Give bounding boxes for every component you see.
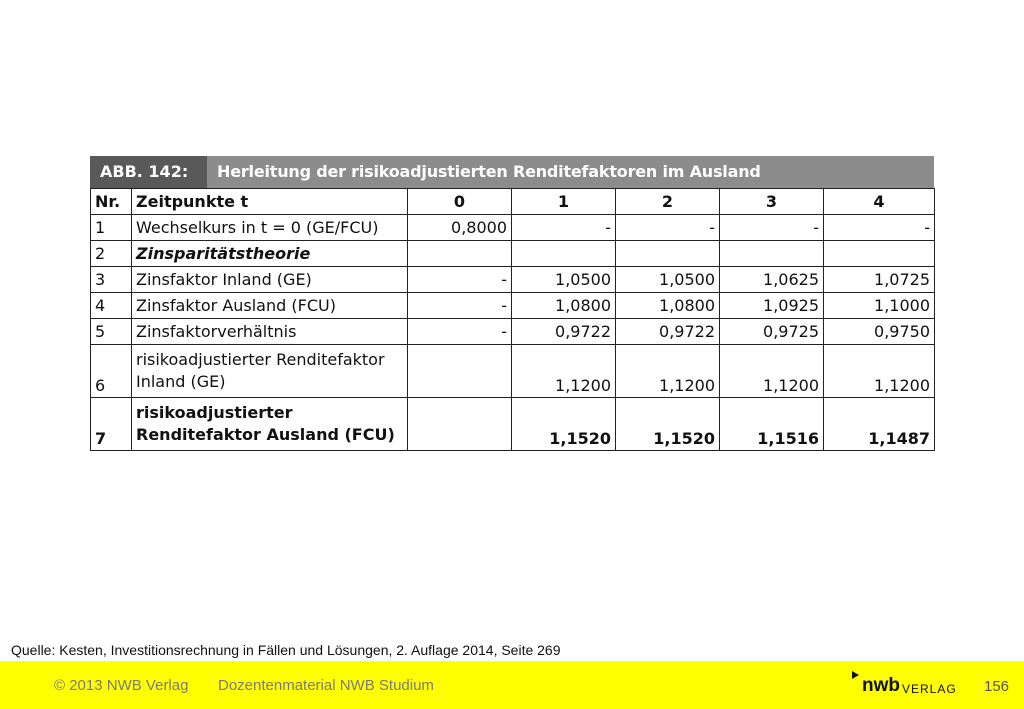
header-t3: 3 [720,189,824,215]
table-row [91,267,935,293]
header-t2: 2 [616,189,720,215]
header-nr: Nr. [91,189,132,215]
cell-t3: - [720,215,824,241]
header-zeitpunkte: Zeitpunkte t [132,189,408,215]
footer-bar [0,661,1024,709]
row-nr: 6 [91,345,132,398]
table-row [91,293,935,319]
cell-t0 [408,241,512,267]
header-t4: 4 [824,189,935,215]
cell-t1: 1,1200 [512,345,616,398]
cell-t1: 0,9722 [512,319,616,345]
cell-t1: 1,0800 [512,293,616,319]
cell-t2: 0,9722 [616,319,720,345]
cell-t4: 1,1000 [824,293,935,319]
cell-t0 [408,345,512,398]
cell-t3: 1,1516 [720,398,824,451]
cell-t3: 1,0625 [720,267,824,293]
row-label: Zinsparitätstheorie [132,241,408,267]
row-nr: 2 [91,241,132,267]
header-t0: 0 [408,189,512,215]
table-row [91,345,935,398]
table-row [91,241,935,267]
cell-t2: 1,0500 [616,267,720,293]
figure-header [90,156,934,188]
source-citation: Quelle: Kesten, Investitionsrechnung in Fällen und Lösungen, 2. Auflage 2014, Seite 269 [11,642,561,658]
header-t1: 1 [512,189,616,215]
cell-t0: - [408,319,512,345]
cell-t1: - [512,215,616,241]
cell-t4 [824,241,935,267]
table-header-row [91,189,935,215]
row-label: Wechselkurs in t = 0 (GE/FCU) [132,215,408,241]
cell-t1: 1,1520 [512,398,616,451]
row-label: risikoadjustierter Renditefaktor Inland (GE) [132,345,408,398]
table-row [91,398,935,451]
table-row [91,215,935,241]
row-label: risikoadjustierter Renditefaktor Ausland (FCU) [132,398,408,451]
row-nr: 1 [91,215,132,241]
row-label: Zinsfaktor Inland (GE) [132,267,408,293]
figure-label: ABB. 142: [90,156,207,188]
row-nr: 5 [91,319,132,345]
cell-t4: 1,1487 [824,398,935,451]
cell-t0: - [408,267,512,293]
cell-t3: 0,9725 [720,319,824,345]
cell-t2: 1,0800 [616,293,720,319]
copyright: © 2013 NWB Verlag [54,677,189,694]
cell-t0: 0,8000 [408,215,512,241]
row-label: Zinsfaktorverhältnis [132,319,408,345]
logo-triangle-icon [852,671,859,679]
table-row [91,319,935,345]
row-label: Zinsfaktor Ausland (FCU) [132,293,408,319]
logo-nwb-text: nwb [862,675,900,696]
logo-verlag-text: VERLAG [902,682,957,696]
cell-t4: 1,1200 [824,345,935,398]
data-table [90,188,935,451]
cell-t2: 1,1520 [616,398,720,451]
cell-t2: 1,1200 [616,345,720,398]
cell-t4: 1,0725 [824,267,935,293]
cell-t3 [720,241,824,267]
cell-t1: 1,0500 [512,267,616,293]
figure [90,156,934,451]
cell-t3: 1,0925 [720,293,824,319]
cell-t4: - [824,215,935,241]
cell-t1 [512,241,616,267]
cell-t2 [616,241,720,267]
course-label: Dozentenmaterial NWB Studium [218,677,434,694]
figure-title: Herleitung der risikoadjustierten Renditefaktoren im Ausland [207,156,934,188]
cell-t3: 1,1200 [720,345,824,398]
row-nr: 7 [91,398,132,451]
cell-t0 [408,398,512,451]
row-nr: 4 [91,293,132,319]
cell-t2: - [616,215,720,241]
cell-t0: - [408,293,512,319]
page-number: 156 [984,678,1010,695]
row-nr: 3 [91,267,132,293]
cell-t4: 0,9750 [824,319,935,345]
